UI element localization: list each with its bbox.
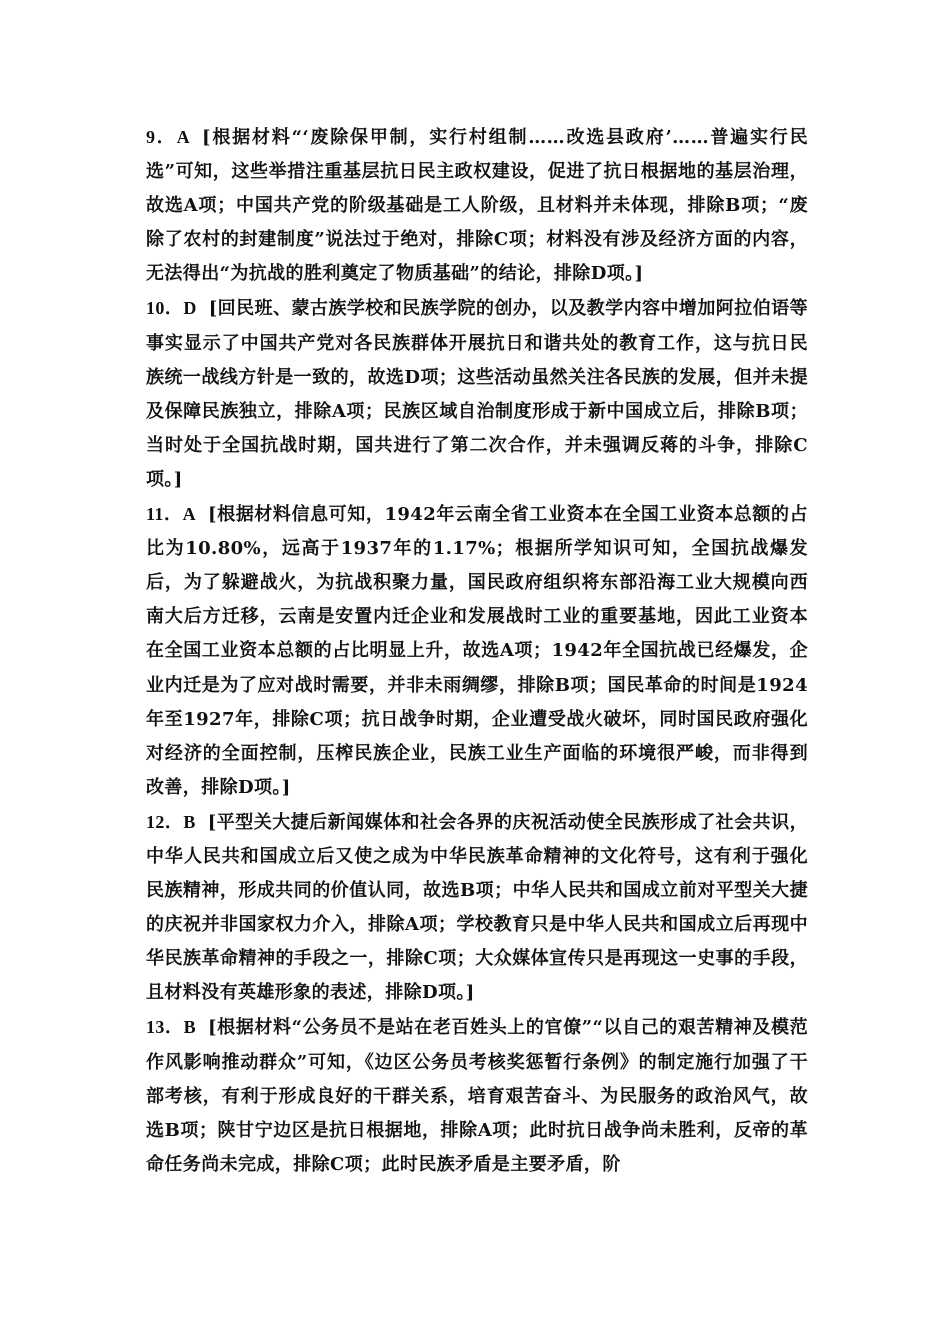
answer-choice: D [183, 298, 197, 319]
answer-explanation: [根据材料“公务员不是站在老百姓头上的官僚”“以自己的艰苦精神及模范作风影响推动群众”可知，《边区公务员考核奖惩暂行条例》的制定施行加强了干部考核，有利于形成良好的干群关系，培育艰苦奋斗、为民服务的政治风气，故选B项；陕甘宁边区是抗日根据地，排除A项；此时抗日战争尚未胜利，反帝的革命任务尚未完成，排除C项；此时民族矛盾是主要矛盾，阶 [146, 1017, 808, 1175]
answer-number: 12． [146, 811, 184, 832]
answer-choice: A [182, 504, 196, 525]
answer-explanation: [根据材料信息可知，1942年云南全省工业资本在全国工业资本总额的占比为10.80%，远高于1937年的1.17%；根据所学知识可知，全国抗战爆发后，为了躲避战火，为抗战积聚力量，国民政府组织将东部沿海工业大规模向西南大后方迁移，云南是安置内迁企业和发展战时工业的重要基地，因此工业资本在全国工业资本总额的占比明显上升，故选A项；1942年全国抗战已经爆发，企业内迁是为了应对战时需要，并非未雨绸缪，排除B项；国民革命的时间是1924年至1927年，排除C项；抗日战争时期，企业遭受战火破坏，同时国民政府强化对经济的全面控制，压榨民族企业，民族工业生产面临的环境很严峻，而非得到改善，排除D项。] [146, 504, 808, 798]
answer-item-13 [146, 1010, 808, 1181]
answer-number: 13． [146, 1017, 184, 1038]
answer-explanation: [平型关大捷后新闻媒体和社会各界的庆祝活动使全民族形成了社会共识，中华人民共和国成立后又使之成为中华民族革命精神的文化符号，这有利于强化民族精神，形成共同的价值认同，故选B项；中华人民共和国成立前对平型关大捷的庆祝并非国家权力介入，排除A项；学校教育只是中华人民共和国成立后再现中华民族革命精神的手段之一，排除C项；大众媒体宣传只是再现这一史事的手段，且材料没有英雄形象的表述，排除D项。] [146, 811, 808, 1004]
answer-choice: A [176, 127, 191, 147]
answer-list [146, 120, 808, 1182]
answer-item-12 [146, 805, 808, 1011]
answer-item-9 [146, 120, 808, 291]
answer-explanation: [根据材料“‘废除保甲制，实行村组制……改选县政府’……普遍实行民选”可知，这些举措注重基层抗日民主政权建设，促进了抗日根据地的基层治理，故选A项；中国共产党的阶级基础是工人阶级，且材料并未体现，排除B项；“废除了农村的封建制度”说法过于绝对，排除C项；材料没有涉及经济方面的内容，无法得出“为抗战的胜利奠定了物质基础”的结论，排除D项。] [146, 127, 808, 285]
answer-number: 9． [146, 127, 177, 147]
answer-item-10 [146, 291, 808, 497]
answer-explanation: [回民班、蒙古族学校和民族学院的创办，以及教学内容中增加阿拉伯语等事实显示了中国共产党对各民族群体开展抗日和谐共处的教育工作，这与抗日民族统一战线方针是一致的，故选D项；这些活动虽然关注各民族的发展，但并未提及保障民族独立，排除A项；民族区域自治制度形成于新中国成立后，排除B项；当时处于全国抗战时期，国共进行了第二次合作，并未强调反蒋的斗争，排除C项。] [146, 298, 809, 490]
answer-number: 10． [146, 298, 184, 319]
answer-item-11 [146, 497, 808, 805]
answer-choice: B [183, 1017, 197, 1038]
answer-choice: B [183, 811, 196, 832]
answer-number: 11． [146, 504, 183, 525]
